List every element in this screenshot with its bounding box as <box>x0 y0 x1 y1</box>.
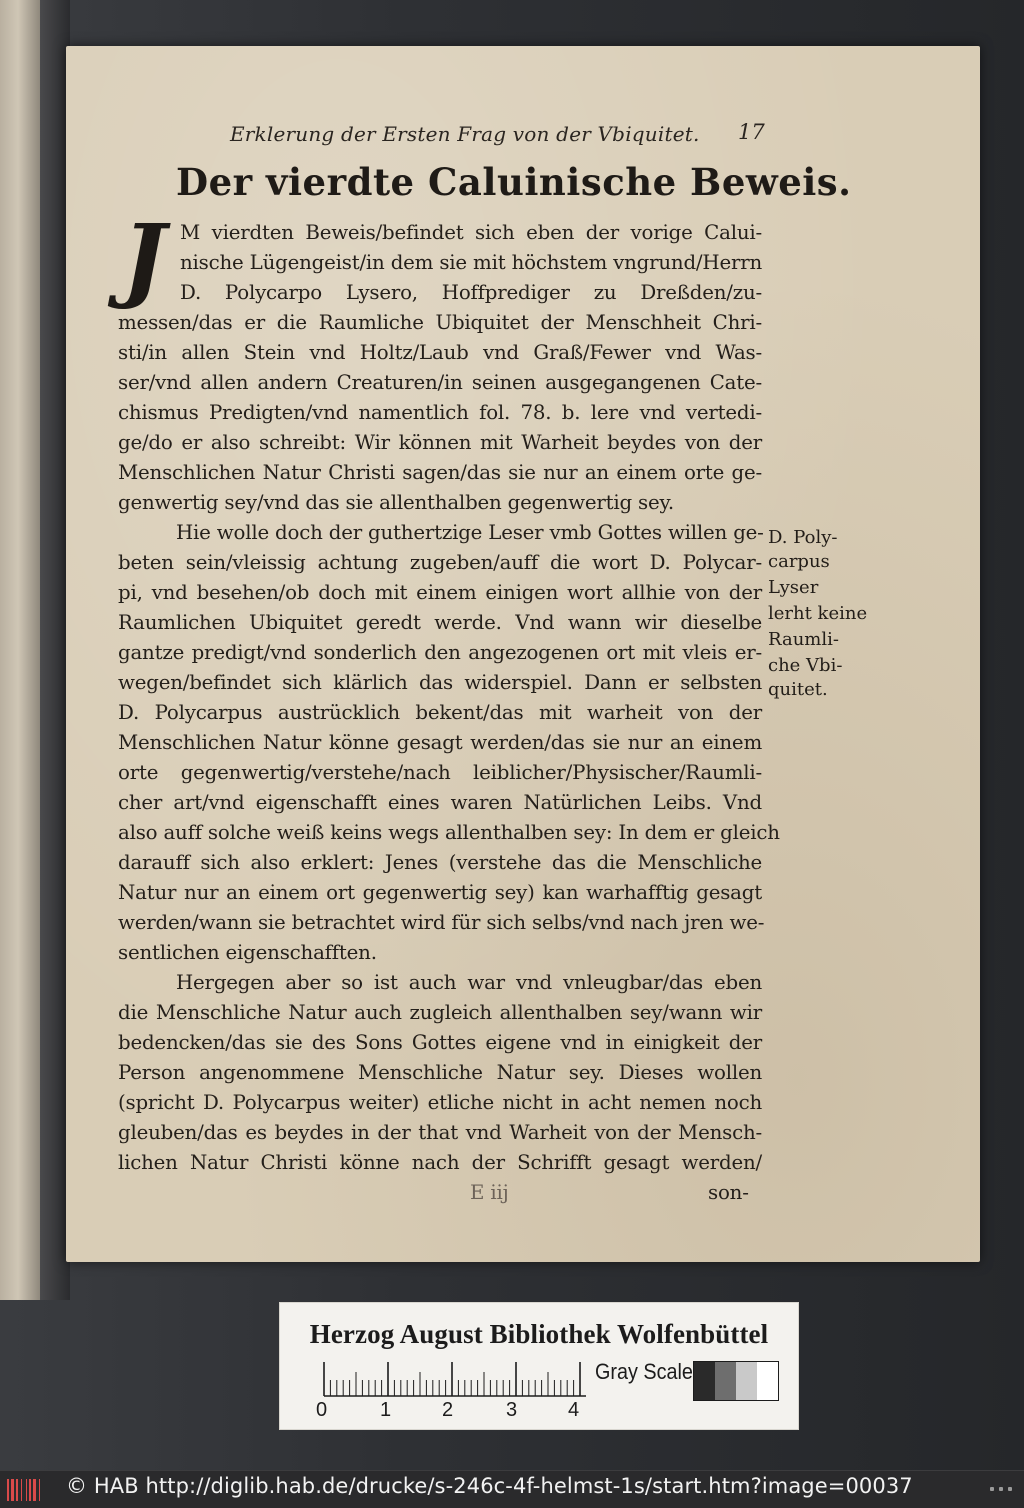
dot <box>1008 1487 1012 1491</box>
gray-swatch <box>736 1362 757 1400</box>
text-line: sentlichen eigenschafften. <box>118 941 377 964</box>
dot <box>999 1487 1003 1491</box>
margin-note-line: carpus <box>768 551 830 572</box>
barcode-bar <box>7 1479 9 1501</box>
margin-note-line: Raumli- <box>768 629 839 650</box>
text-line: lichen Natur Christi könne nach der Schrifft gesagt werden/ <box>118 1151 762 1174</box>
library-color-card <box>279 1302 799 1430</box>
margin-note-line: che Vbi- <box>768 655 843 676</box>
text-line: ser/vnd allen andern Creaturen/in seinen ausgegangenen Cate- <box>118 371 762 394</box>
gray-swatch <box>715 1362 736 1400</box>
text-line: gantze predigt/vnd sonderlich den angezogenen ort mit vleis er- <box>118 641 762 664</box>
catchword: son- <box>708 1181 749 1204</box>
signature-mark: E iij <box>470 1181 509 1204</box>
text-line: also auff solche weiß keins wegs allenthalben sey: In dem er gleich <box>118 821 780 844</box>
ruler-number: 4 <box>568 1399 580 1421</box>
text-line: ge/do er also schreibt: Wir können mit Warheit beydes von der <box>118 431 762 454</box>
gray-swatch <box>757 1362 778 1400</box>
text-line: pi, vnd besehen/ob doch mit einem einigen wort allhie von der <box>118 581 762 604</box>
margin-note-line: lerht keine <box>768 603 868 624</box>
copyright-url: © HAB http://diglib.hab.de/drucke/s-246c-4f-helmst-1s/start.htm?image=00037 <box>66 1474 913 1498</box>
text-line: M vierdten Beweis/befindet sich eben der vorige Calui- <box>180 221 762 244</box>
barcode-bar <box>33 1479 36 1501</box>
ruler-number: 2 <box>442 1399 454 1421</box>
text-line: Raumlichen Ubiquitet geredt werde. Vnd wann wir dieselbe <box>118 611 762 634</box>
text-line: bedencken/das sie des Sons Gottes eigene vnd in einigkeit der <box>118 1031 762 1054</box>
chapter-title: Der vierdte Caluinische Beweis. <box>176 160 852 204</box>
text-line: cher art/vnd eigenschafft eines waren Natürlichen Leibs. Vnd <box>118 791 762 814</box>
text-line: sti/in allen Stein vnd Holtz/Laub vnd Graß/Fewer vnd Was- <box>118 341 762 364</box>
text-line: chismus Predigten/vnd namentlich fol. 78. b. lere vnd vertedi- <box>118 401 762 424</box>
barcode-bar <box>29 1479 31 1501</box>
text-line: Natur nur an einem ort gegenwertig sey) kan warhafftig gesagt <box>118 881 762 904</box>
text-line: (spricht D. Polycarpus weiter) etliche nicht in acht nemen noch <box>118 1091 762 1114</box>
text-line: Menschlichen Natur Christi sagen/das sie nur an einem orte ge- <box>118 461 762 484</box>
text-line: wegen/befindet sich klärlich das widerspiel. Dann er selbsten <box>118 671 762 694</box>
running-head: Erklerung der Ersten Frag von der Vbiquitet. <box>230 122 700 146</box>
ruler-numbers <box>316 1399 616 1423</box>
gray-scale-swatches <box>693 1361 779 1401</box>
text-line: orte gegenwertig/verstehe/nach leiblicher/Physischer/Raumli- <box>118 761 762 784</box>
text-line: Menschlichen Natur könne gesagt werden/das sie nur an einem <box>118 731 762 754</box>
text-line: D. Polycarpo Lysero, Hoffprediger zu Dreßden/zu- <box>180 281 762 304</box>
page-number: 17 <box>738 120 765 144</box>
text-line: Hergegen aber so ist auch war vnd vnleugbar/das eben <box>176 971 762 994</box>
barcode-bar <box>11 1479 14 1501</box>
measurement-ruler <box>320 1361 590 1397</box>
more-options-icon[interactable] <box>990 1481 1012 1497</box>
ruler-number: 0 <box>316 1399 328 1421</box>
dot <box>990 1487 994 1491</box>
drop-cap: J <box>122 204 166 312</box>
text-line: die Menschliche Natur auch zugleich allenthalben sey/wann wir <box>118 1001 762 1024</box>
text-line: beten sein/vleissig achtung zugeben/auff die wort D. Polycar- <box>118 551 762 574</box>
text-line: genwertig sey/vnd das sie allenthalben gegenwertig sey. <box>118 491 674 514</box>
status-bar <box>0 1470 1024 1508</box>
text-line: nische Lügengeist/in dem sie mit höchstem vngrund/Herrn <box>180 251 762 274</box>
barcode-bar <box>39 1479 40 1501</box>
text-line: Person angenommene Menschliche Natur sey. Dieses wollen <box>118 1061 762 1084</box>
gray-swatch <box>694 1362 715 1400</box>
ruler-number: 1 <box>380 1399 392 1421</box>
margin-note-line: quitet. <box>768 679 828 700</box>
text-line: D. Polycarpus austrücklich bekent/das mit warheit von der <box>118 701 762 724</box>
text-line: darauff sich also erklert: Jenes (verstehe das die Menschliche <box>118 851 762 874</box>
library-name: Herzog August Bibliothek Wolfenbüttel <box>309 1319 769 1349</box>
text-line: werden/wann sie betrachtet wird für sich selbs/vnd nach jren we- <box>118 911 765 934</box>
margin-note-line: Lyser <box>768 577 819 598</box>
ruler-number: 3 <box>506 1399 518 1421</box>
barcode-bar <box>21 1479 22 1501</box>
gray-scale-label: Gray Scale <box>595 1359 693 1384</box>
barcode-icon <box>6 1477 46 1503</box>
text-line: Hie wolle doch der guthertzige Leser vmb Gottes willen ge- <box>176 521 764 544</box>
ruler-ticks <box>320 1361 590 1397</box>
text-line: gleuben/das es beydes in der that vnd Warheit von der Mensch- <box>118 1121 762 1144</box>
text-line: messen/das er die Raumliche Ubiquitet der Menschheit Chri- <box>118 311 762 334</box>
barcode-bar <box>26 1479 27 1501</box>
margin-note-line: D. Poly- <box>768 527 838 548</box>
barcode-bar <box>16 1479 18 1501</box>
